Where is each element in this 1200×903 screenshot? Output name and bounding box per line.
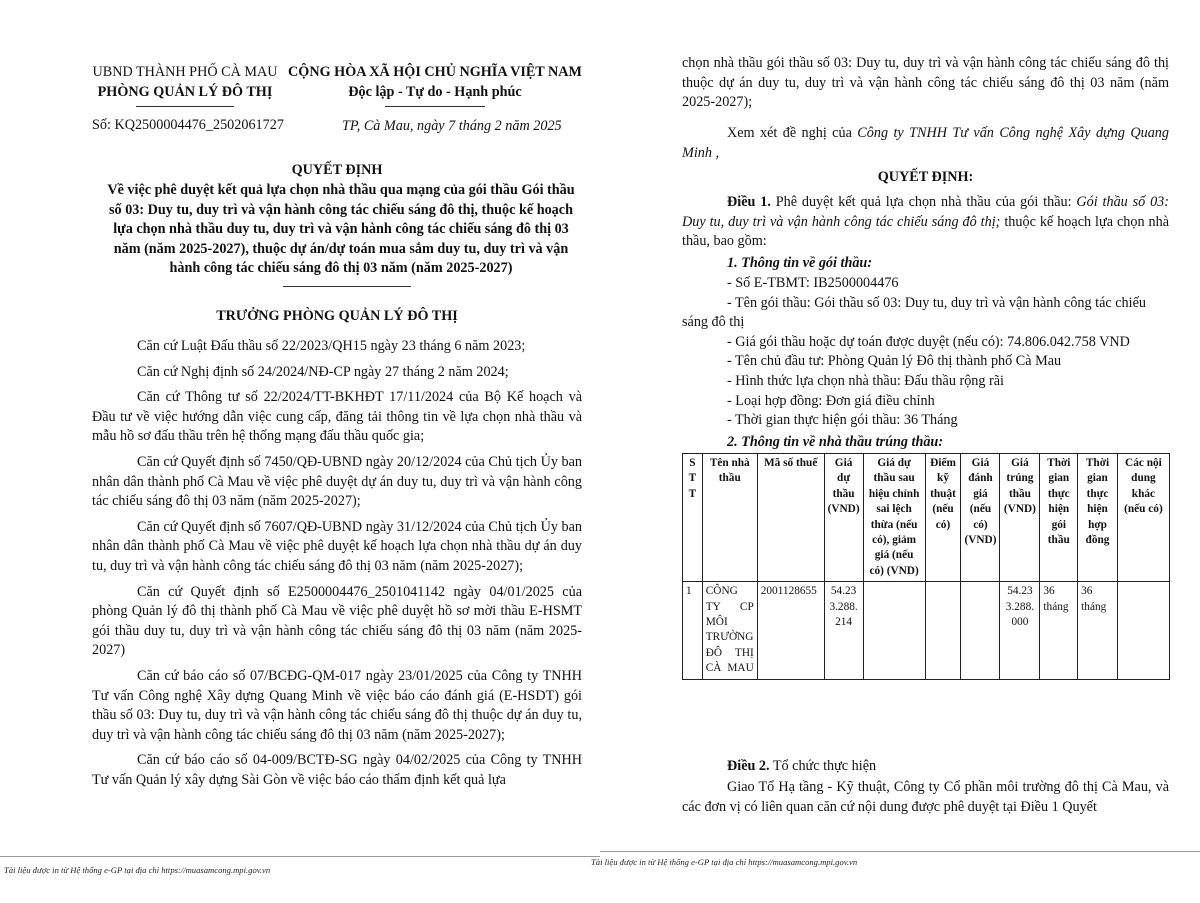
article-1-label: Điều 1.: [727, 194, 771, 210]
cell-tax-code: 2001128655: [757, 582, 824, 679]
table-row: [683, 582, 1170, 679]
nation-underline: [385, 106, 485, 107]
article-2-label: Điều 2.: [727, 758, 770, 774]
cell-technical-score: [925, 582, 961, 679]
header-organization: [80, 63, 290, 102]
article-1-text: Phê duyệt kết quả lựa chọn nhà thầu của gói thầu:: [770, 194, 1077, 210]
document-number: Số: KQ2500004476_2502061727: [92, 117, 284, 133]
winning-bidder-table: [682, 453, 1170, 680]
col-header-evaluated-price: Giá đánh giá (nếu có) (VND): [961, 454, 1000, 582]
decision-heading: QUYẾT ĐỊNH:: [877, 169, 974, 185]
package-info-item: - Tên chủ đầu tư: Phòng Quản lý Đô thị thành phố Cà Mau: [727, 353, 1062, 370]
proposing-company: Công ty TNHH Tư vấn Công nghệ Xây dựng Quang Minh ,: [682, 125, 1169, 161]
basis-paragraph: Căn cứ Quyết định số 7607/QĐ-UBND ngày 31/12/2024 của Chủ tịch Ủy ban nhân dân thành phố Cà Mau về việc phê duyệt kế hoạch lựa chọn nhà thầu dự án duy tu, duy trì và vận hành công tác chiếu sáng đô thị 03 năm (năm 2025-2027);: [92, 518, 582, 574]
header-nation: [280, 63, 590, 102]
right-footer: Tài liệu được in từ Hệ thống e-GP tại địa chỉ https://muasamcong.mpi.gov.vn: [591, 857, 858, 867]
col-header-other: Các nội dung khác (nếu có): [1117, 454, 1169, 582]
col-header-adjusted-price: Giá dự thầu sau hiệu chỉnh sai lệch thừa (nếu có), giảm giá (nếu có) (VND): [863, 454, 925, 582]
basis-paragraph: Căn cứ Quyết định số E2500004476_2501041142 ngày 04/01/2025 của phòng Quản lý đô thị thành phố Cà Mau về việc phê duyệt hồ sơ mời thầu E-HSMT gói thầu duy tu, duy trì và vận hành công tác chiếu sáng đô thị 03 năm (năm 2025-2027): [92, 583, 582, 659]
col-header-bidder-name: Tên nhà thầu: [702, 454, 757, 582]
package-info-item: - Số E-TBMT: IB2500004476: [727, 275, 899, 291]
section-2-heading: 2. Thông tin về nhà thầu trúng thầu:: [727, 434, 944, 450]
consideration-prefix: Xem xét đề nghị của: [727, 125, 858, 141]
cell-evaluated-price: [961, 582, 1000, 679]
footer-divider: [600, 851, 1200, 852]
col-header-technical-score: Điểm kỹ thuật (nếu có): [925, 454, 961, 582]
cell-winning-price: 54.233.288.000: [1000, 582, 1040, 679]
cell-other: [1117, 582, 1169, 679]
package-info-list: [682, 274, 1169, 431]
section-1-heading: 1. Thông tin về gói thầu:: [727, 255, 873, 271]
nation-line2: Độc lập - Tự do - Hạnh phúc: [348, 83, 522, 100]
cell-bid-price: 54.233.288.214: [824, 582, 863, 679]
org-line1: UBND THÀNH PHỐ CÀ MAU: [92, 64, 278, 80]
package-info-item: - Thời gian thực hiện gói thầu: 36 Tháng: [727, 412, 958, 429]
authority-title: TRƯỞNG PHÒNG QUẢN LÝ ĐÔ THỊ: [216, 308, 458, 324]
basis-paragraph: Căn cứ Quyết định số 7450/QĐ-UBND ngày 20/12/2024 của Chủ tịch Ủy ban nhân dân thành phố Cà Mau về việc phê duyệt dự án duy tu, duy trì và vận hành công tác chiếu sáng đô thị 03 năm (năm 2025-2027);: [92, 453, 582, 510]
cell-package-duration: 36 tháng: [1040, 582, 1078, 679]
org-line2: PHÒNG QUẢN LÝ ĐÔ THỊ: [97, 83, 273, 100]
place-date: TP, Cà Mau, ngày 7 tháng 2 năm 2025: [342, 118, 562, 134]
subject-underline: [283, 286, 411, 287]
basis-paragraph: Căn cứ Thông tư số 22/2024/TT-BKHĐT 17/11/2024 của Bộ Kế hoạch và Đầu tư về việc hướng dẫn việc cung cấp, đăng tải thông tin về lựa chọn nhà thầu và mẫu hồ sơ đấu thầu trên hệ thống mạng đấu thầu quốc gia;: [92, 389, 582, 445]
footer-divider: [0, 856, 600, 857]
cell-stt: 1: [683, 582, 703, 679]
cell-adjusted-price: [863, 582, 925, 679]
col-header-stt: STT: [683, 454, 703, 582]
col-header-tax-code: Mã số thuế: [757, 454, 824, 582]
article-2-title: Tổ chức thực hiện: [769, 758, 877, 774]
org-underline: [136, 106, 234, 107]
cell-bidder-name: CÔNG TY CP MÔI TRƯỜNG ĐÔ THỊ CÀ MAU: [702, 582, 757, 679]
consideration-paragraph: [682, 124, 1169, 163]
package-info-item: - Hình thức lựa chọn nhà thầu: Đấu thầu rộng rãi: [727, 372, 1004, 389]
decision-subject: Về việc phê duyệt kết quả lựa chọn nhà thầu qua mạng của gói thầu Gói thầu số 03: Duy tu, duy trì và vận hành công tác chiếu sáng đô thị, thuộc kế hoạch lựa chọn nhà thầu duy tu, duy trì và vận hành công tác chiếu sáng đô thị 03 năm (năm 2025-2027), thuộc dự án/dự toán mua sắm duy tu, duy trì và vận hành công tác chiếu sáng đô thị 03 năm (năm 2025-2027): [107, 182, 575, 277]
col-header-package-duration: Thời gian thực hiện gói thầu: [1040, 454, 1078, 582]
package-info-item: - Giá gói thầu hoặc dự toán được duyệt (nếu có): 74.806.042.758 VND: [727, 333, 1130, 350]
nation-line1: CỘNG HÒA XÃ HỘI CHỦ NGHĨA VIỆT NAM: [288, 64, 582, 80]
col-header-bid-price: Giá dự thầu (VND): [824, 454, 863, 582]
legal-bases: [92, 337, 582, 790]
basis-paragraph: Căn cứ báo cáo số 07/BCĐG-QM-017 ngày 23/01/2025 của Công ty TNHH Tư vấn Công nghệ Xây dựng Quang Minh về việc báo cáo đánh giá (E-HSDT) gói thầu số 03: Duy tu, duy trì và vận hành công tác chiếu sáng đô thị thuộc dự án duy tu, duy trì và vận hành công tác chiếu sáng đô thị 03 năm (năm 2025-2027);: [92, 667, 582, 743]
cell-contract-duration: 36 tháng: [1078, 582, 1118, 679]
basis-paragraph: Căn cứ báo cáo số 04-009/BCTĐ-SG ngày 04/02/2025 của Công ty TNHH Tư vấn Quản lý xây dựng Sài Gòn về việc báo cáo thẩm định kết quả lựa: [92, 752, 582, 788]
col-header-winning-price: Giá trúng thầu (VND): [1000, 454, 1040, 582]
article-1-tail: thuộc kế hoạch lựa chọn nhà thầu, bao gồm:: [682, 213, 1169, 250]
left-footer: Tài liệu được in từ Hệ thống e-GP tại địa chỉ https://muasamcong.mpi.gov.vn: [4, 865, 271, 875]
article-1: [682, 193, 1169, 252]
package-info-item: - Tên gói thầu: Gói thầu số 03: Duy tu, duy trì và vận hành công tác chiếu sáng đô thị: [682, 294, 1146, 331]
table-header-row: [683, 454, 1170, 582]
article-2-text: Giao Tổ Hạ tầng - Kỹ thuật, Công ty Cổ phần môi trường đô thị Cà Mau, và các đơn vị có liên quan căn cứ nội dung được phê duyệt tại Điều 1 Quyết: [682, 779, 1169, 815]
decision-title: QUYẾT ĐỊNH: [291, 162, 383, 178]
package-info-item: - Loại hợp đồng: Đơn giá điều chỉnh: [727, 392, 935, 409]
bases-continuation: chọn nhà thầu gói thầu số 03: Duy tu, duy trì và vận hành công tác chiếu sáng đô thị thuộc dự án duy tu, duy trì và vận hành công tác chiếu sáng đô thị 03 năm (năm 2025-2027);: [682, 55, 1169, 111]
basis-paragraph: Căn cứ Luật Đấu thầu số 22/2023/QH15 ngày 23 tháng 6 năm 2023;: [137, 338, 526, 354]
article-1-package: Gói thầu số 03: Duy tu, duy trì và vận hành công tác chiếu sáng đô thị;: [682, 194, 1169, 230]
article-2-heading: [682, 757, 1169, 777]
basis-paragraph: Căn cứ Nghị định số 24/2024/NĐ-CP ngày 27 tháng 2 năm 2024;: [137, 363, 509, 380]
right-page: [591, 0, 1200, 903]
col-header-contract-duration: Thời gian thực hiện hợp đồng: [1078, 454, 1118, 582]
